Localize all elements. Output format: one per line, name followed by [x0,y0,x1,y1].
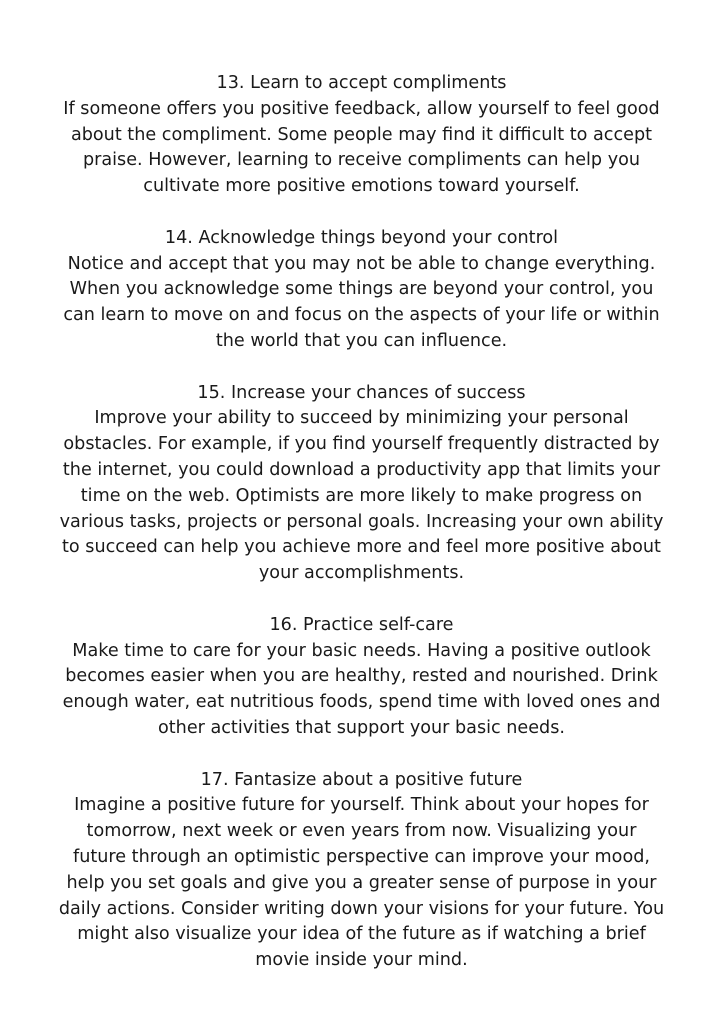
tip-14-body: Notice and accept that you may not be able to change everything. When you acknowledge some things are beyond your control, you can learn to move on and focus on the aspects of your life or within the world that you can influence. [63,253,660,351]
tip-15-section [58,381,665,587]
tip-15-body: Improve your ability to succeed by minimizing your personal obstacles. For example, if you find yourself frequently distracted by the internet, you could download a productivity app that limits your time on the web. Optimists are more likely to make progress on various tasks, projects or personal goals. Increasing your own ability to succeed can help you achieve more and feel more positive about your accomplishments. [59,408,664,584]
tip-13-body: If someone offers you positive feedback, allow yourself to feel good about the compliment. Some people may find it difficult to accept praise. However, learning to receive compliments can help you cultivate more positive emotions toward yourself. [63,98,660,197]
tip-13-section [58,71,665,200]
tip-17-body: Imagine a positive future for yourself. Think about your hopes for tomorrow, next week or even years from now. Visualizing your future through an optimistic perspective can improve your mood, help you set goals and give you a greater sense of purpose in your daily actions. Consider writing down your visions for your future. You might also visualize your idea of the future as if watching a brief movie inside your mind. [58,795,665,971]
tip-14-section [58,226,665,355]
tip-17-section [58,768,665,974]
tip-15-title: 15. Increase your chances of success [197,382,526,403]
document-page [0,71,723,974]
tip-16-section [58,613,665,742]
tip-16-title: 16. Practice self-care [269,614,454,635]
tip-17-title: 17. Fantasize about a positive future [200,769,523,790]
tip-13-title: 13. Learn to accept compliments [216,73,507,93]
tip-14-title: 14. Acknowledge things beyond your control [164,227,559,248]
tip-16-body: Make time to care for your basic needs. Having a positive outlook becomes easier when you are healthy, rested and nourished. Drink enough water, eat nutritious foods, spend time with loved ones and other activities that support your basic needs. [62,640,661,738]
